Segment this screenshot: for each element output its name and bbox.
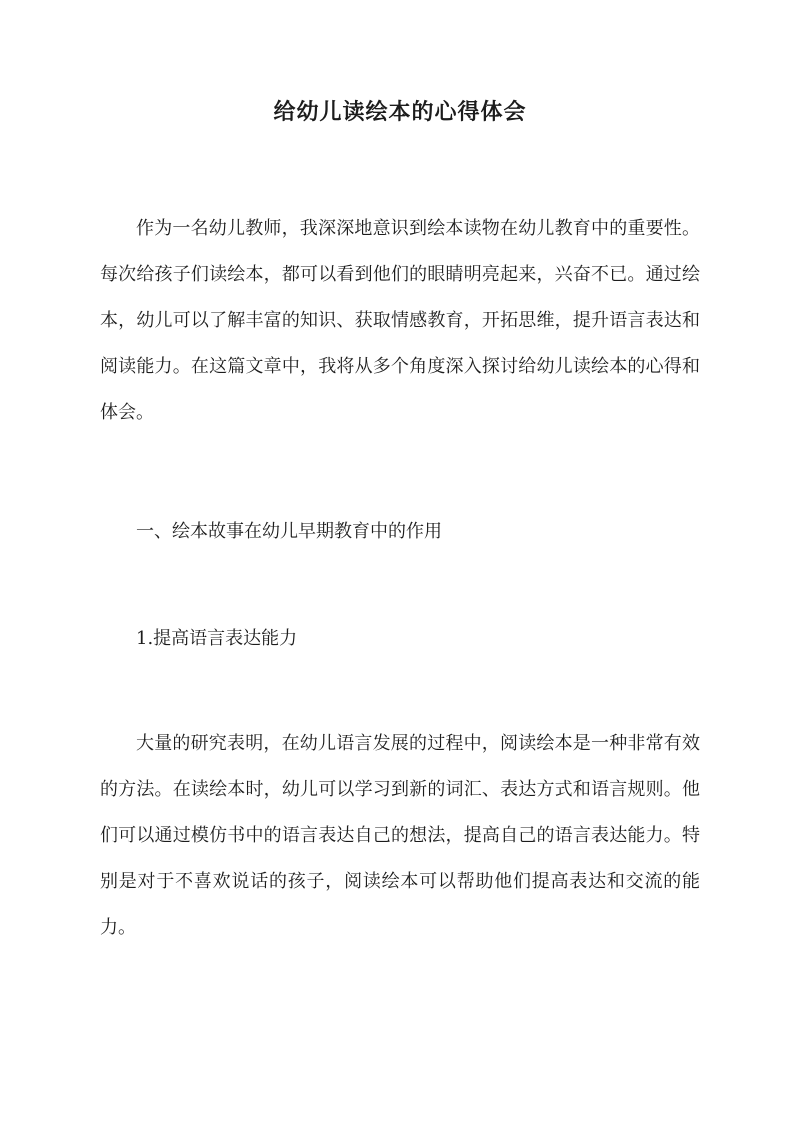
page-title: 给幼儿读绘本的心得体会 <box>273 99 527 125</box>
section-heading: 一、绘本故事在幼儿早期教育中的作用 <box>136 521 442 542</box>
subsection-heading: 1.提高语言表达能力 <box>136 628 298 649</box>
intro-paragraph: 作为一名幼儿教师，我深深地意识到绘本读物在幼儿教育中的重要性。每次给孩子们读绘本，都可以看到他们的眼睛明亮起来，兴奋不已。通过绘本，幼儿可以了解丰富的知识、获取情感教育，开拓思维，提升语言表达和阅读能力。在这篇文章中，我将从多个角度深入探讨给幼儿读绘本的心得和体会。 <box>100 218 700 423</box>
body-paragraph: 大量的研究表明，在幼儿语言发展的过程中，阅读绘本是一种非常有效的方法。在读绘本时，幼儿可以学习到新的词汇、表达方式和语言规则。他们可以通过模仿书中的语言表达自己的想法，提高自己的语言表达能力。特别是对于不喜欢说话的孩子，阅读绘本可以帮助他们提高表达和交流的能力。 <box>100 733 700 938</box>
